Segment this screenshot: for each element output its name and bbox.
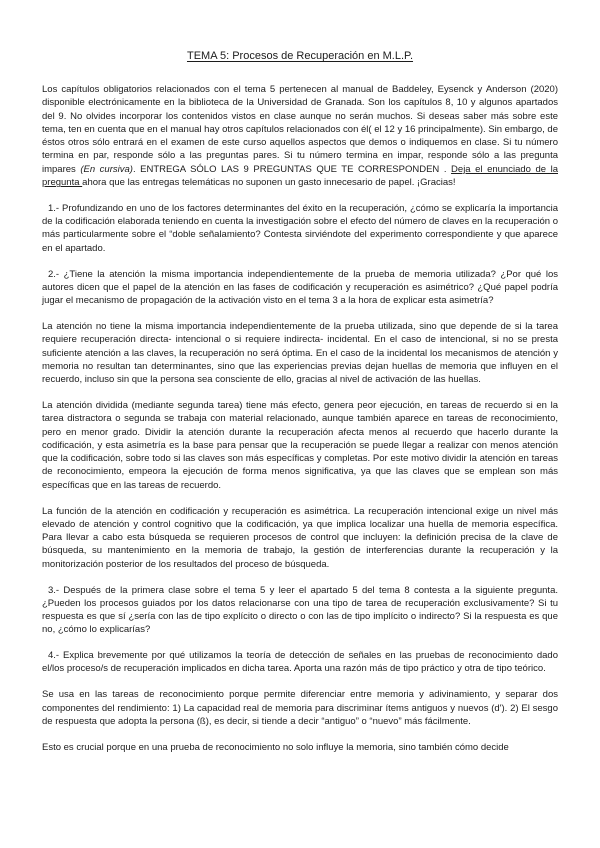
question-3: 3.- Después de la primera clase sobre el tema 5 y leer el apartado 5 del tema 8 contesta a la siguiente pregunta. ¿Pueden los procesos guiados por los datos relacionarse con una tipo de tarea de recuperación exclusivamente? Si tu respuesta es que sí ¿sería con las de tipo explícito o directo o con las de tipo implícito o indirecto? Si la respuesta es que no, ¿cómo lo explicarías? xyxy=(42,584,558,636)
answer-paragraph-1: La atención no tiene la misma importancia independientemente de la prueba utilizada, sino que depende de si la tarea requiere recuperación directa- intencional o si requiere indirecta- incidental. En el caso de intencional, si no se presta suficiente atención a las claves, la recuperación no será óptima. En el caso de la incidental los mecanismos de atención y memoria no resultan tan determinantes, sino que las experiencias previas dejan huellas de memoria que influyen en el recuerdo, incluso sin que la persona sea consciente de ello, gracias al nivel de activación de las huellas. xyxy=(42,320,558,386)
intro-text-3: ahora que las entregas telemáticas no suponen un gasto innecesario de papel. ¡Gracias! xyxy=(82,177,456,189)
intro-underlined-instruction: Deja el enunciado de la pregunta xyxy=(42,163,558,189)
question-4: 4.- Explica brevemente por qué utilizamos la teoría de detección de señales en las pruebas de reconocimiento dado el/los proceso/s de recuperación implicados en dicha tarea. Aporta una razón más de tipo práctico y otra de tipo teórico. xyxy=(42,650,558,675)
question-1: 1.- Profundizando en uno de los factores determinantes del éxito en la recuperación, ¿cómo se explicaría la importancia de la codificación elaborada teniendo en cuenta la investigación sobre el efecto del número de claves en la recuperación o más particularmente sobre el “doble señalamiento? Contesta sirviéndote del experimento correspondiente y que aparece en el apartado. xyxy=(42,202,558,254)
document-title-text: TEMA 5: Procesos de Recuperación en M.L.P. xyxy=(186,50,414,62)
answer-paragraph-3: La función de la atención en codificación y recuperación es asimétrica. La recuperación intencional exige un nivel más elevado de atención y control cognitivo que la codificación, ya que implica localizar una huella de memoria específica. Para llevar a cabo esta búsqueda se requieren procesos de control que incluyen: la definición precisa de la clave de búsqueda, su mantenimiento en la memoria de trabajo, la gestión de interferencias durante la recuperación y la monitorización posterior de los resultados del proceso de búsqueda. xyxy=(42,505,558,570)
intro-text-1: Los capítulos obligatorios relacionados con el tema 5 pertenecen al manual de Baddeley, Eysenck y Anderson (2020) disponible electrónicamente en la biblioteca de la Universidad de Granada. Son los capítulos 8, 10 y algunos apartados del 9. No olvides incorporar los contenidos vistos en clase aunque no serán muchos. Si deseas saber más sobre este tema, ten en cuenta que en el manual hay otros capítulos relacionados con él( el 12 y 16 principalmente). Sin embargo, de éstos otros sólo entrará en el examen de este curso aquellos aspectos que demos o indiquemos en clase. Si tu número termina en par, responde sólo a las preguntas pares. Si tu número termina en impar, responde sólo a las pregunta impares xyxy=(42,84,558,175)
intro-italic-note: (En cursiva) xyxy=(80,163,133,175)
question-2: 2.- ¿Tiene la atención la misma importancia independientemente de la prueba de memoria utilizada? ¿Por qué los autores dicen que el papel de la atención en las fases de codificación y recuperación es asimétrico? ¿Qué papel podría jugar el mecanismo de propagación de la activación visto en el tema 3 a la hora de explicar esta asimetría? xyxy=(42,268,558,307)
intro-paragraph xyxy=(42,83,558,189)
answer-paragraph-4: Se usa en las tareas de reconocimiento porque permite diferenciar entre memoria y adivinamiento, y separar dos componentes del rendimiento: 1) La capacidad real de memoria para discriminar ítems antiguos y nuevos (d'). 2) El sesgo de respuesta que adopta la persona (ß), es decir, si tiende a decir “antiguo” o “nuevo” más fácilmente. xyxy=(42,689,558,727)
document-title xyxy=(42,50,558,63)
answer-paragraph-5: Esto es crucial porque en una prueba de reconocimiento no solo influye la memoria, sino también cómo decide xyxy=(42,741,509,753)
answer-paragraph-2: La atención dividida (mediante segunda tarea) tiene más efecto, genera peor ejecución, en tareas de recuerdo si en la tarea distractora o segunda se trabaja con material relacionado, aunque también aparece en tareas de reconocimiento, pero en menor grado. Dividir la atención durante la recuperación afecta menos al recuerdo que hacerlo durante la codificación, y esta asimetría es la base para pensar que la recuperación se puede llegar a realizar con menos atención que la codificación, sobre todo si las claves son más específicas y completas. Por este motivo dividir la atención en tareas de reconocimiento, empeora la ejecución de forma menos significativa, ya que las claves que se emplean son más específicas que en las tareas de recuerdo. xyxy=(42,399,558,491)
intro-text-2: . ENTREGA SÓLO LAS 9 PREGUNTAS QUE TE CORRESPONDEN . xyxy=(132,163,452,175)
